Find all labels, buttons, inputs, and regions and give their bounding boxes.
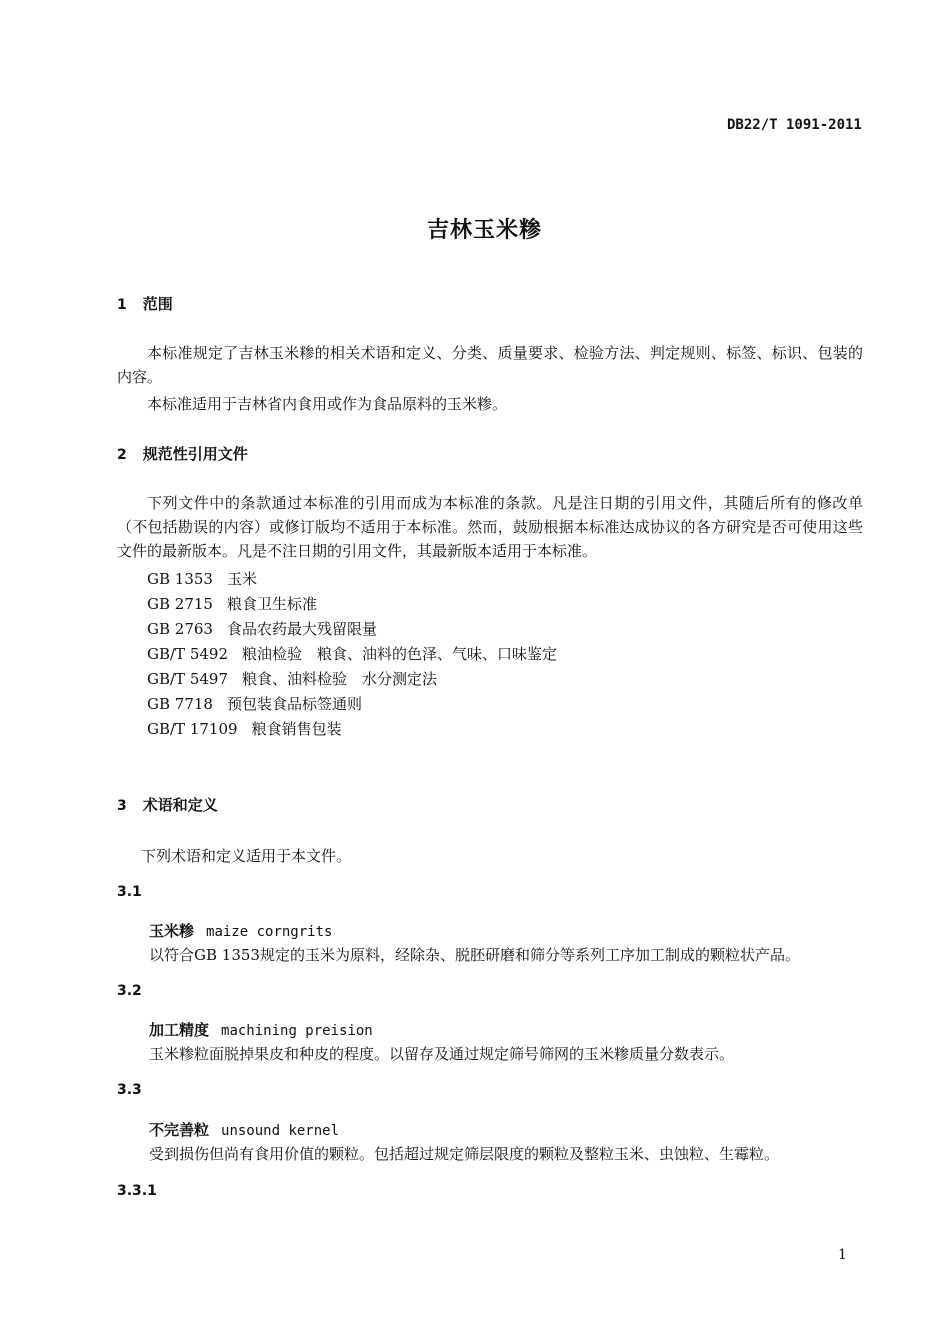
reference-code: GB 1353	[147, 570, 213, 588]
reference-item	[147, 593, 317, 614]
term-number: 3.3	[117, 1082, 142, 1098]
reference-code: GB 2763	[147, 620, 213, 638]
term-number: 3.1	[117, 884, 142, 900]
terms-intro-paragraph: 下列术语和定义适用于本文件。	[141, 847, 352, 865]
section-title: 规范性引用文件	[142, 445, 248, 463]
section-heading	[117, 293, 173, 314]
term-definition: 玉米糁粒面脱掉果皮和种皮的程度。以留存及通过规定筛号筛网的玉米糁质量分数表示。	[149, 1045, 735, 1063]
reference-name: 预包装食品标签通则	[226, 695, 362, 713]
term-english: maize corngrits	[206, 924, 333, 940]
section-heading	[117, 443, 248, 464]
term-number: 3.2	[117, 983, 142, 999]
reference-name: 粮食、油料检验 水分测定法	[242, 670, 438, 688]
reference-item	[147, 718, 342, 739]
subclause-number: 3.3.1	[117, 1183, 157, 1199]
section-number: 1	[117, 297, 127, 313]
term-chinese: 不完善粒	[149, 1121, 210, 1139]
section-number: 2	[117, 447, 127, 463]
reference-name: 玉米	[226, 570, 257, 588]
reference-name: 粮食卫生标准	[226, 595, 317, 613]
reference-name: 粮食销售包装	[251, 720, 342, 738]
term-heading	[149, 1019, 373, 1040]
reference-code: GB/T 17109	[147, 720, 238, 738]
document-title: 吉林玉米糁	[427, 218, 543, 243]
reference-code: GB 2715	[147, 595, 213, 613]
term-chinese: 加工精度	[149, 1021, 210, 1039]
scope-paragraph: 本标准规定了吉林玉米糁的相关术语和定义、分类、质量要求、检验方法、判定规则、标签、标识、包装的内容。	[117, 344, 863, 386]
reference-item	[147, 693, 362, 714]
scope-paragraph: 本标准适用于吉林省内食用或作为食品原料的玉米糁。	[147, 395, 508, 413]
term-heading	[149, 920, 332, 941]
reference-code: GB/T 5497	[147, 670, 229, 688]
reference-name: 粮油检验 粮食、油料的色泽、气味、口味鉴定	[242, 645, 558, 663]
reference-item	[147, 618, 377, 639]
reference-name: 食品农药最大残留限量	[226, 620, 377, 638]
reference-code: GB/T 5492	[147, 645, 229, 663]
term-chinese: 玉米糁	[149, 922, 195, 940]
section-title: 范围	[142, 295, 173, 313]
page-number: 1	[838, 1247, 847, 1263]
reference-item	[147, 668, 437, 689]
term-definition: 受到损伤但尚有食用价值的颗粒。包括超过规定筛层限度的颗粒及整粒玉米、虫蚀粒、生霉粒。	[149, 1145, 780, 1163]
section-number: 3	[117, 798, 127, 814]
term-definition: 以符合GB 1353规定的玉米为原料，经除杂、脱胚研磨和筛分等系列工序加工制成的颗粒状产品。	[149, 946, 800, 964]
section-heading	[117, 794, 218, 815]
section-title: 术语和定义	[142, 796, 218, 814]
term-english: unsound kernel	[221, 1123, 340, 1139]
references-intro-paragraph: 下列文件中的条款通过本标准的引用而成为本标准的条款。凡是注日期的引用文件，其随后所有的修改单（不包括勘误的内容）或修订版均不适用于本标准。然而，鼓励根据本标准达成协议的各方研究是否可使用这些文件的最新版本。凡是不注日期的引用文件，其最新版本适用于本标准。	[117, 494, 863, 560]
reference-code: GB 7718	[147, 695, 213, 713]
term-heading	[149, 1119, 339, 1140]
standard-code: DB22/T 1091-2011	[727, 117, 862, 133]
term-english: machining preision	[221, 1023, 373, 1039]
reference-item	[147, 643, 557, 664]
reference-item	[147, 568, 257, 589]
